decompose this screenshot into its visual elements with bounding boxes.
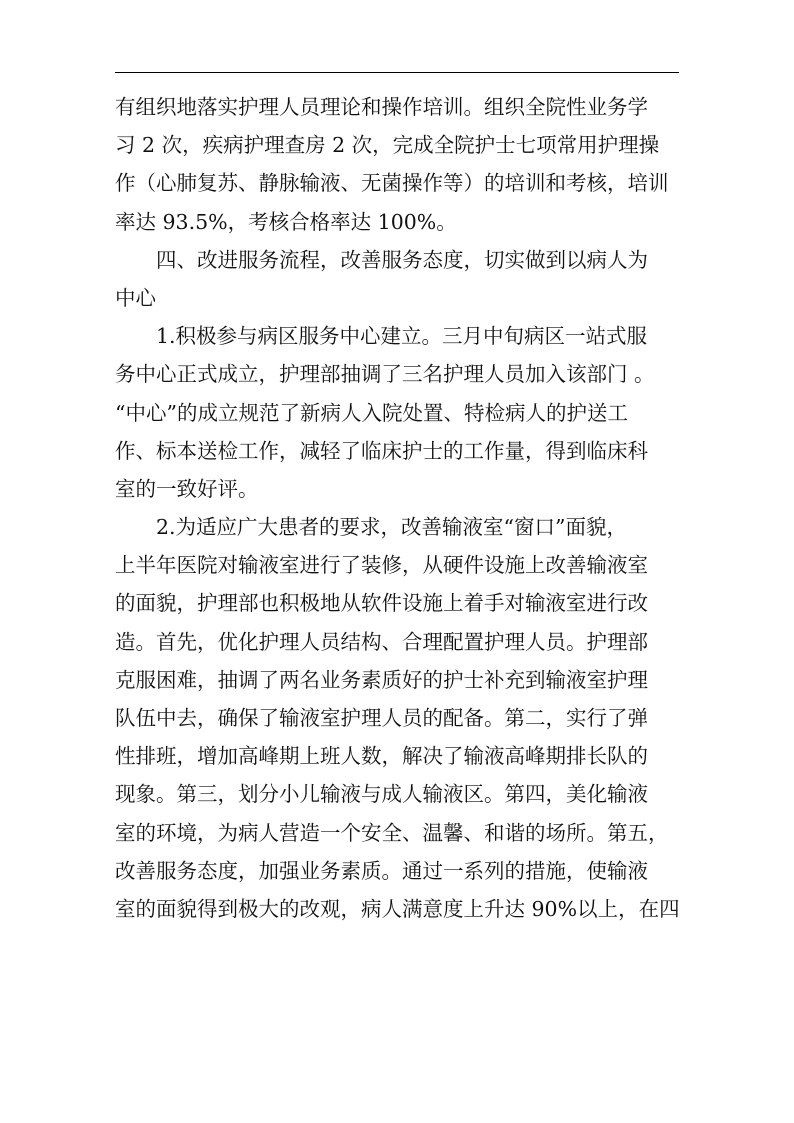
text-line: 室的环境，为病人营造一个安全、温馨、和谐的场所。第五， — [115, 820, 669, 845]
text-line: 室的面貌得到极大的改观，病人满意度上升达 90%以上，在四 — [115, 896, 680, 921]
text-line: 2.为适应广大患者的要求，改善输液室“窗口”面貌， — [156, 515, 628, 540]
text-line: 有组织地落实护理人员理论和操作培训。组织全院性业务学 — [115, 95, 648, 119]
text-line: 队伍中去，确保了输液室护理人员的配备。第二，实行了弹 — [115, 706, 648, 730]
text-line: 习 2 次，疾病护理查房 2 次，完成全院护士七项常用护理操 — [115, 133, 660, 158]
text-line: 的面貌，护理部也积极地从软件设施上着手对输液室进行改 — [115, 591, 648, 616]
text-line: 上半年医院对输液室进行了装修，从硬件设施上改善输液室 — [115, 553, 648, 578]
body-text — [115, 88, 685, 928]
header-rule — [115, 72, 679, 73]
text-line: 作（心肺复苏、静脉输液、无菌操作等）的培训和考核，培训 — [115, 171, 669, 196]
text-line: 务中心正式成立，护理部抽调了三名护理人员加入该部门 。 — [115, 362, 655, 387]
text-line: “中心”的成立规范了新病人入院处置、特检病人的护送工 — [115, 400, 628, 425]
text-line: 室的一致好评。 — [115, 476, 259, 501]
text-line: 克服困难，抽调了两名业务素质好的护士补充到输液室护理 — [115, 667, 648, 692]
text-line: 中心 — [115, 285, 156, 310]
text-line: 现象。第三，划分小儿输液与成人输液区。第四，美化输液 — [115, 782, 648, 807]
text-line: 率达 93.5%，考核合格率达 100%。 — [115, 209, 457, 234]
text-line: 性排班，增加高峰期上班人数，解决了输液高峰期排长队的 — [115, 744, 648, 769]
text-line: 作、标本送检工作，减轻了临床护士的工作量，得到临床科 — [115, 438, 648, 463]
text-line: 1.积极参与病区服务中心建立。三月中旬病区一站式服 — [156, 324, 648, 349]
text-line: 四、改进服务流程，改善服务态度，切实做到以病人为 — [156, 247, 648, 272]
text-line: 改善服务态度，加强业务素质。通过一系列的措施，使输液 — [115, 858, 648, 883]
text-line: 造。首先，优化护理人员结构、合理配置护理人员。护理部 — [115, 629, 648, 654]
